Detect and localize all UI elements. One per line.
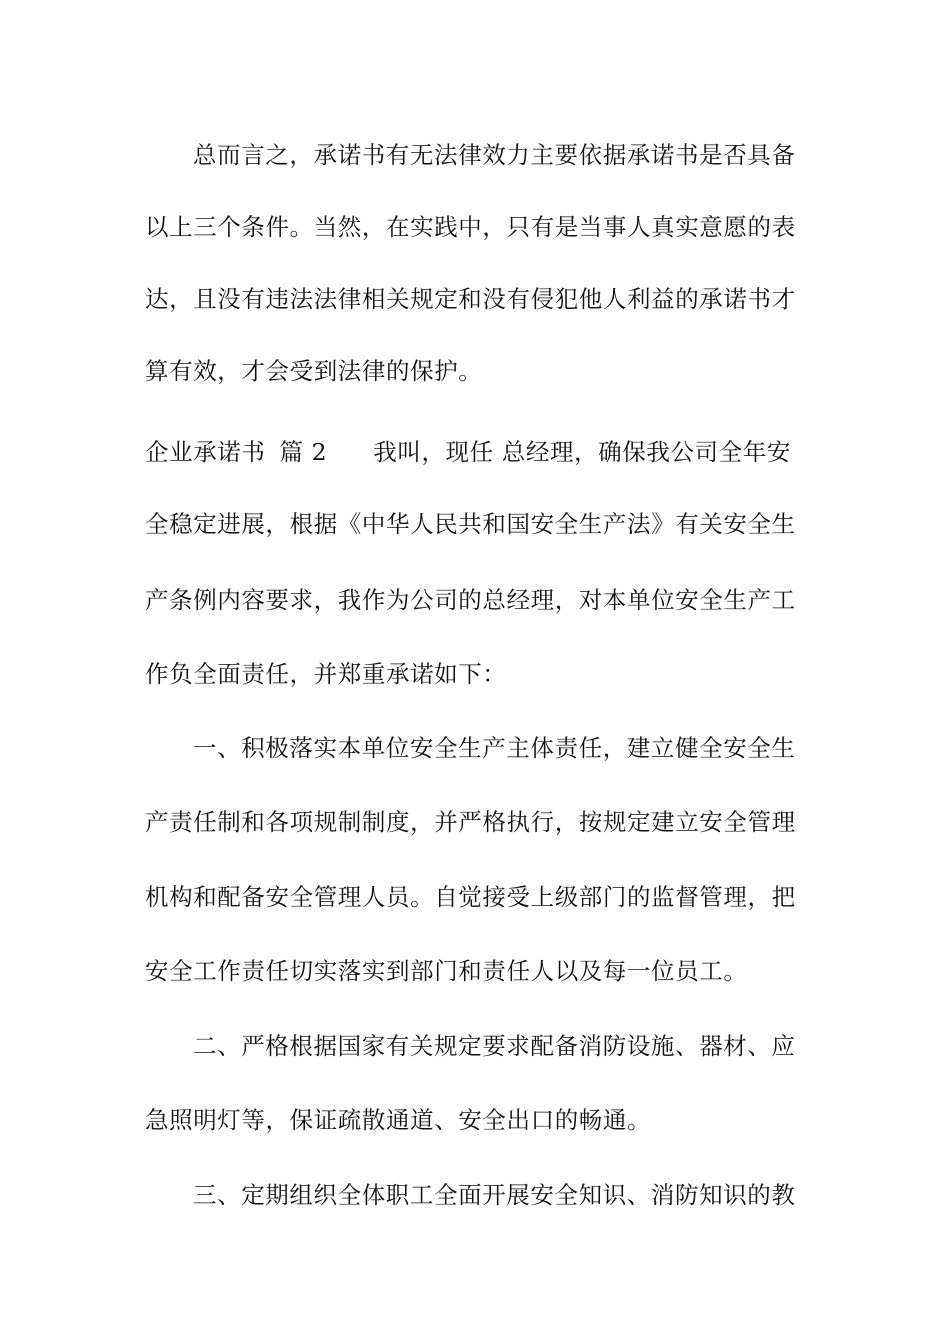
paragraph-line: 作负全面责任，并郑重承诺如下：: [145, 660, 507, 688]
paragraph-line: 全稳定进展，根据《中华人民共和国安全生产法》有关安全生: [145, 510, 796, 538]
section-title: 企业承诺书: [145, 438, 266, 466]
item-line: 安全工作责任切实落实到部门和责任人以及每一位员工。: [145, 957, 748, 985]
item-line: 急照明灯等，保证疏散通道、安全出口的畅通。: [145, 1106, 652, 1134]
intro-title-phrase: 总经理，确保我公司全年安: [501, 438, 791, 466]
section-label: 篇 2: [279, 438, 328, 466]
paragraph-line: 算有效，才会受到法律的保护。: [145, 357, 483, 385]
intro-name-phrase: 我叫: [373, 438, 422, 466]
paragraph-line: 以上三个条件。当然，在实践中，只有是当事人真实意愿的表: [145, 213, 796, 241]
item-line: 产责任制和各项规制制度，并严格执行，按规定建立安全管理: [145, 808, 796, 836]
item-line: 一、积极落实本单位安全生产主体责任，建立健全安全生: [193, 734, 796, 762]
section-heading-line: [145, 437, 810, 467]
item-line: 三、定期组织全体职工全面开展安全知识、消防知识的教: [193, 1181, 796, 1209]
intro-position-phrase: ，现任: [421, 438, 494, 466]
paragraph-line: 总而言之，承诺书有无法律效力主要依据承诺书是否具备: [193, 141, 796, 169]
paragraph-line: 达，且没有违法法律相关规定和没有侵犯他人利益的承诺书才: [145, 285, 796, 313]
item-line: 二、严格根据国家有关规定要求配备消防设施、器材、应: [193, 1032, 796, 1060]
item-line: 机构和配备安全管理人员。自觉接受上级部门的监督管理，把: [145, 883, 796, 911]
paragraph-line: 产条例内容要求，我作为公司的总经理，对本单位安全生产工: [145, 586, 796, 614]
